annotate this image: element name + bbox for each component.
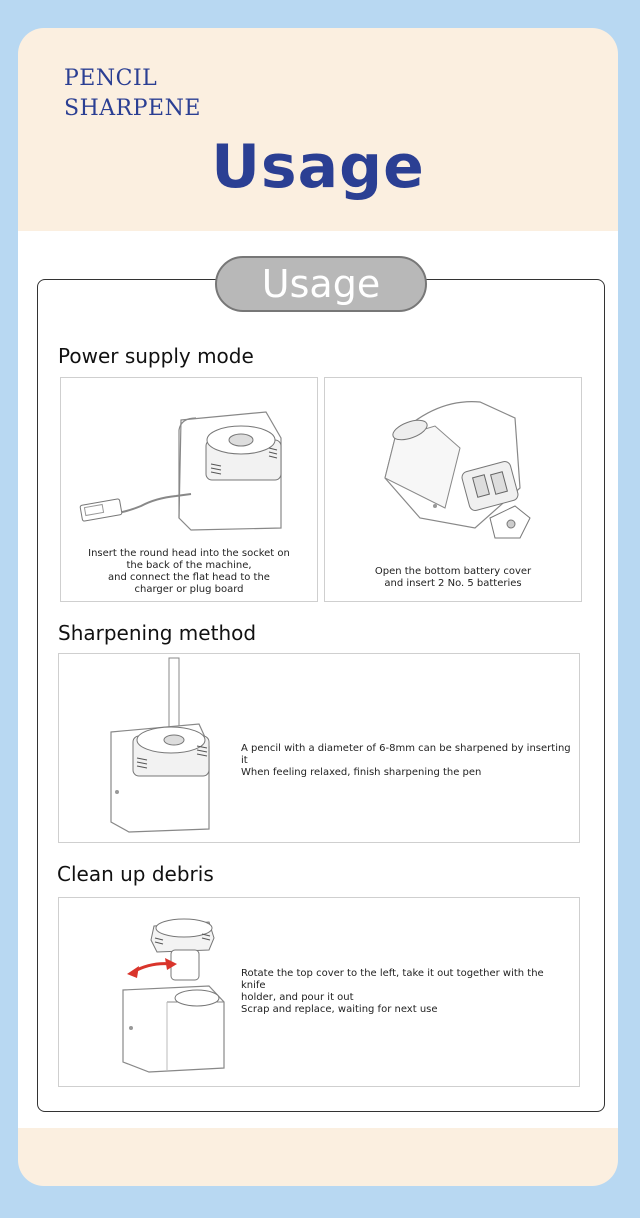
- usb-caption-line: Insert the round head into the socket on: [88, 548, 290, 559]
- panel-battery: [324, 377, 582, 602]
- brand-line-2: SHARPENE: [64, 96, 201, 121]
- section-title-sharpen: Sharpening method: [58, 621, 257, 645]
- usb-caption-line: the back of the machine,: [126, 560, 252, 571]
- clean-caption-line: Scrap and replace, waiting for next use: [241, 1004, 438, 1015]
- panel-usb-charging: [60, 377, 318, 602]
- section-title-clean: Clean up debris: [57, 862, 214, 886]
- cleaning-illustration: [59, 898, 239, 1086]
- clean-caption-line: Rotate the top cover to the left, take it out together with the knife: [241, 968, 544, 991]
- usb-caption: [61, 548, 317, 596]
- battery-caption-line: Open the bottom battery cover: [374, 566, 532, 577]
- pencil-sharpener-illustration: [59, 654, 239, 842]
- brand-line-1: PENCIL: [64, 66, 158, 91]
- usage-badge: Usage: [215, 256, 427, 312]
- battery-caption: [325, 566, 581, 590]
- brand-name: [64, 64, 201, 124]
- usb-sharpener-illustration: [61, 378, 317, 548]
- sharpen-caption: [241, 743, 571, 779]
- battery-caption-line: and insert 2 No. 5 batteries: [384, 578, 522, 589]
- panel-sharpening: [58, 653, 580, 843]
- page-title: Usage: [211, 132, 425, 202]
- clean-caption: [241, 968, 571, 1016]
- sharpen-caption-line: When feeling relaxed, finish sharpening the pen: [241, 767, 482, 778]
- section-title-power: Power supply mode: [58, 344, 254, 368]
- usb-caption-line: and connect the flat head to the: [108, 572, 270, 583]
- usb-caption-line: charger or plug board: [134, 584, 244, 595]
- battery-cover-illustration: [325, 378, 581, 558]
- clean-caption-line: holder, and pour it out: [241, 992, 354, 1003]
- sharpen-caption-line: A pencil with a diameter of 6-8mm can be sharpened by inserting it: [241, 743, 571, 766]
- poster-card: [18, 28, 618, 1186]
- panel-cleaning: [58, 897, 580, 1087]
